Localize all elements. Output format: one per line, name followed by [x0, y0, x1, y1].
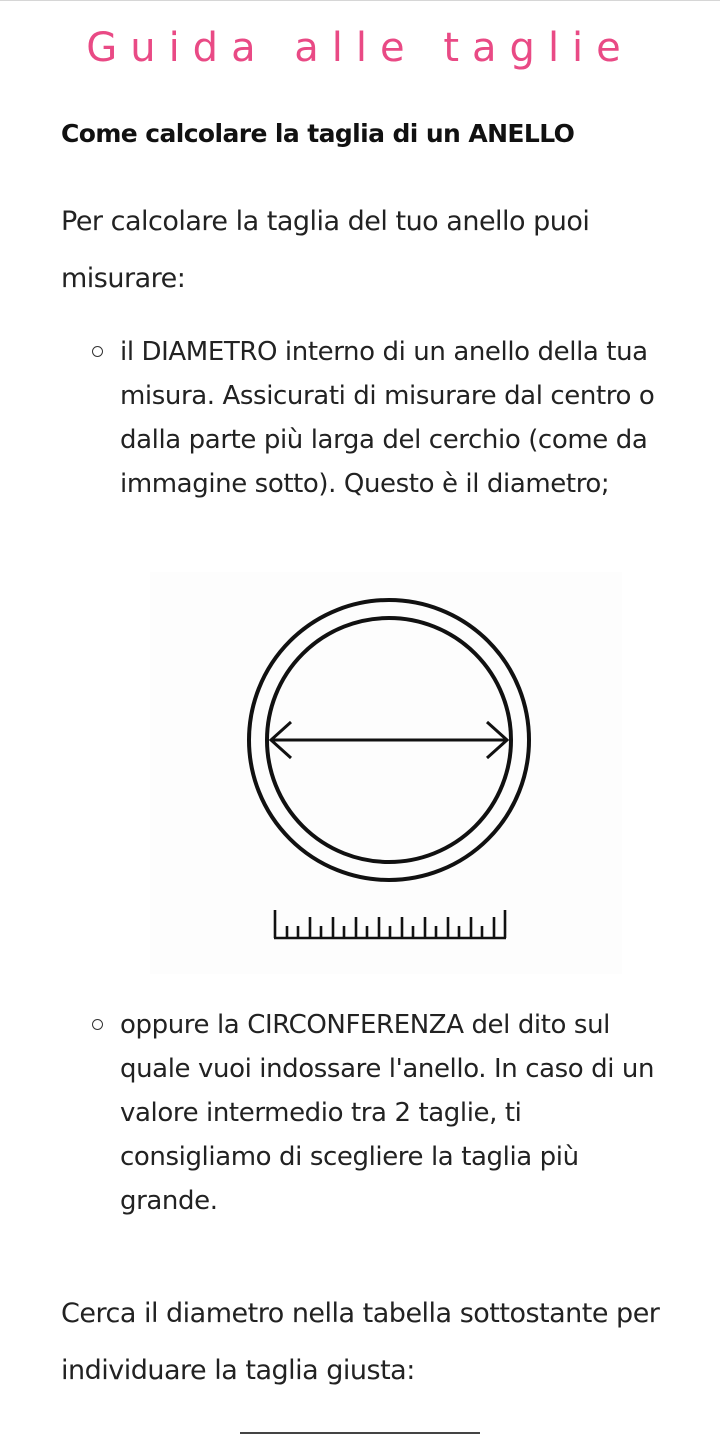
page-title: Guida alle taglie — [86, 25, 634, 71]
bullet-circle-icon — [92, 346, 103, 357]
outro-paragraph: Cerca il diametro nella tabella sottostante per individuare la taglia giusta: — [61, 1298, 660, 1386]
intro-paragraph: Per calcolare la taglia del tuo anello puoi misurare: — [61, 206, 590, 294]
list-item-circumference: oppure la CIRCONFERENZA del dito sul quale vuoi indossare l'anello. In caso di un valore intermedio tra 2 taglie, ti consigliamo di scegliere la taglia più grande. — [120, 1010, 655, 1216]
ruler-icon — [274, 910, 506, 938]
ring-diameter-icon — [150, 572, 622, 974]
top-border — [0, 0, 720, 1]
ring-diameter-diagram — [150, 572, 622, 974]
bullet-circle-icon — [92, 1019, 103, 1030]
list-item-diameter: il DIAMETRO interno di un anello della tua misura. Assicurati di misurare dal centro o dalla parte più larga del cerchio (come da immagine sotto). Questo è il diametro; — [120, 337, 655, 499]
section-heading: Come calcolare la taglia di un ANELLO — [61, 119, 575, 148]
